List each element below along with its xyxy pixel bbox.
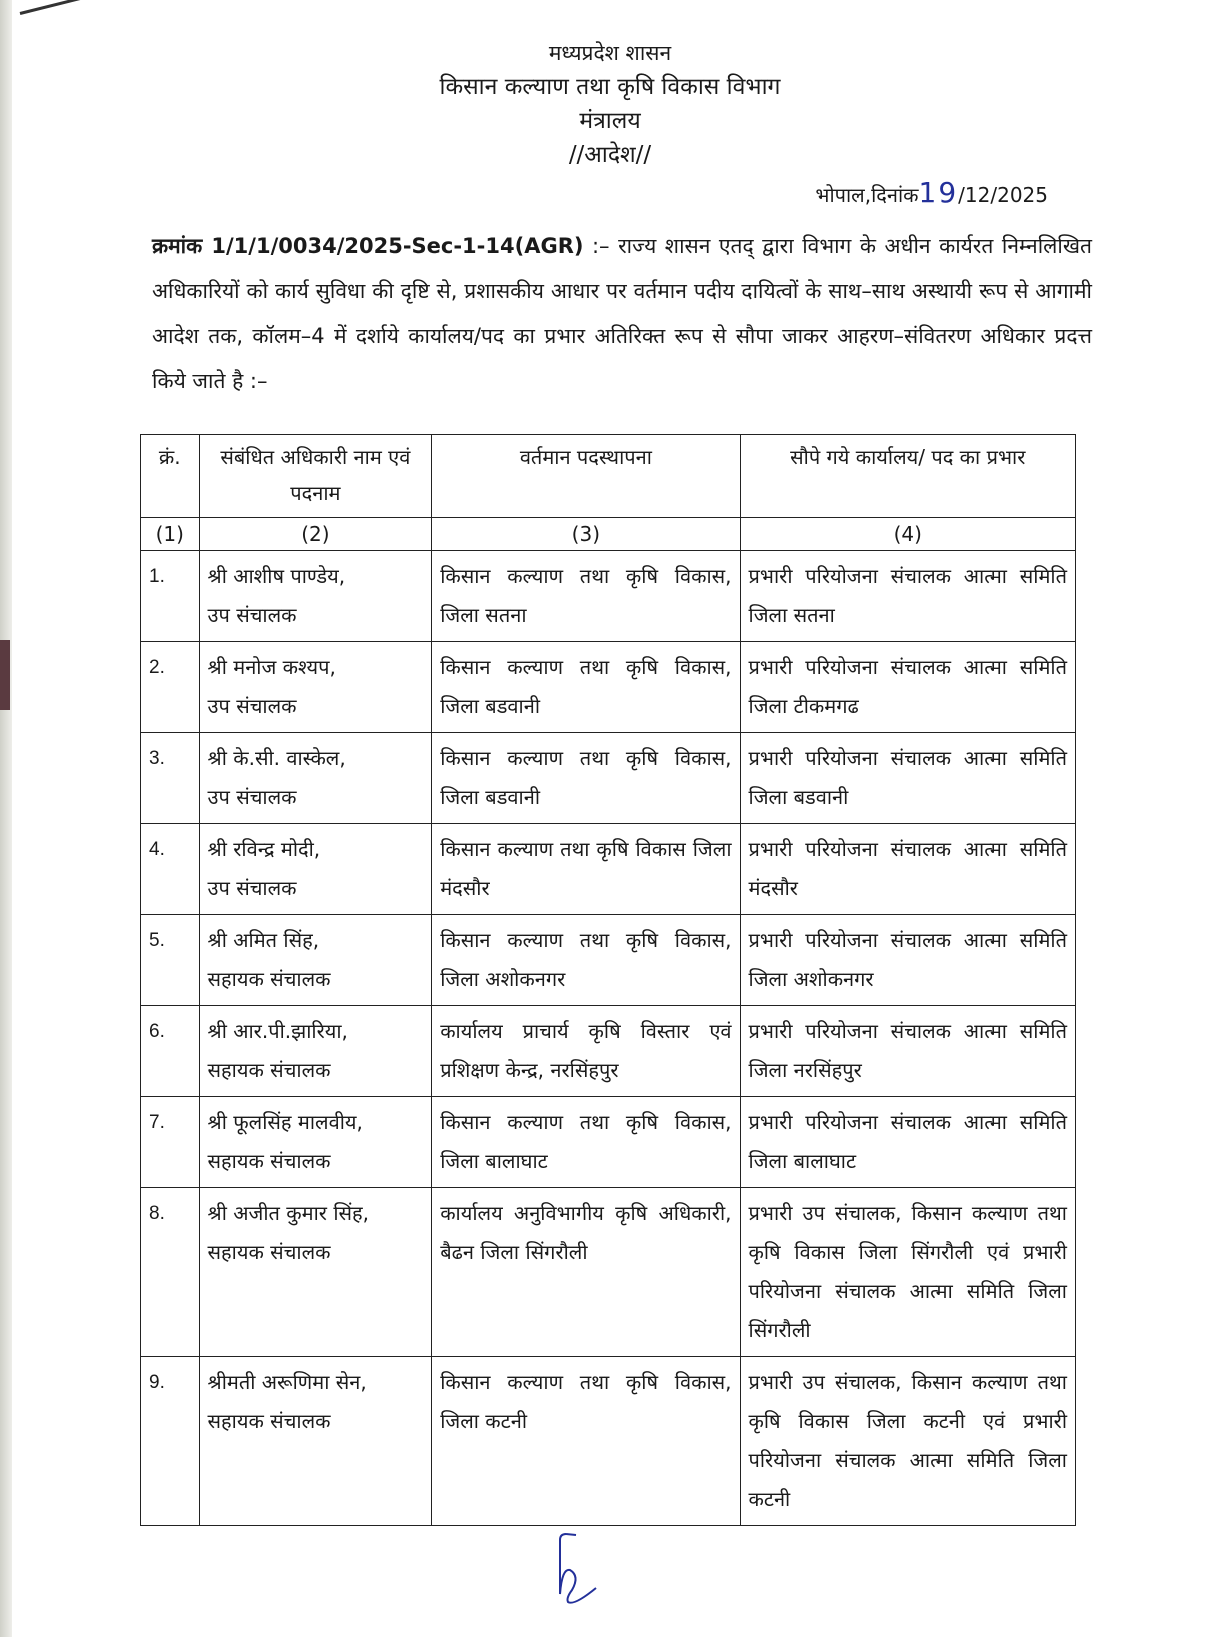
table-row	[141, 1188, 1076, 1357]
assigned-charge-cell	[740, 1188, 1075, 1357]
letterhead	[0, 36, 1220, 172]
current-posting: किसान कल्याण तथा कृषि विकास, जिला सतना	[440, 564, 732, 627]
officer-designation: उप संचालक	[207, 876, 297, 900]
header-assigned-charge: सौपे गये कार्यालय/ पद का प्रभार	[740, 435, 1075, 518]
officer-name: श्री के.सी. वास्केल,	[207, 746, 346, 770]
table-row	[141, 733, 1076, 824]
current-posting: किसान कल्याण तथा कृषि विकास जिला मंदसौर	[440, 837, 732, 900]
signature-stroke	[560, 1534, 596, 1603]
officer-cell	[199, 1006, 432, 1097]
serial-cell	[141, 733, 200, 824]
current-posting-cell	[432, 915, 740, 1006]
assigned-charge: प्रभारी परियोजना संचालक आत्मा समिति जिला सतना	[748, 564, 1067, 627]
officer-name: श्री आर.पी.झारिया,	[207, 1019, 348, 1043]
assigned-charge-cell	[740, 642, 1075, 733]
officer-cell	[199, 733, 432, 824]
serial-number: 2.	[149, 657, 165, 678]
serial-cell	[141, 824, 200, 915]
officer-cell	[199, 1357, 432, 1526]
serial-number: 1.	[149, 566, 165, 587]
order-paragraph	[152, 224, 1092, 404]
assigned-charge: प्रभारी उप संचालक, किसान कल्याण तथा कृषि विकास जिला सिंगरौली एवं प्रभारी परियोजना संचालक आत्मा समिति जिला सिंगरौली	[748, 1201, 1067, 1342]
signature-stroke	[566, 1534, 576, 1535]
ministry-label: मंत्रालय	[579, 108, 641, 134]
table-row	[141, 1006, 1076, 1097]
serial-number: 8.	[149, 1203, 165, 1224]
table-row	[141, 1357, 1076, 1526]
current-posting: कार्यालय प्राचार्य कृषि विस्तार एवं प्रशिक्षण केन्द्र, नरसिंहपुर	[440, 1019, 732, 1082]
serial-number: 6.	[149, 1021, 165, 1042]
assigned-charge: प्रभारी परियोजना संचालक आत्मा समिति जिला बालाघाट	[748, 1110, 1067, 1173]
serial-number: 4.	[149, 839, 165, 860]
signature	[556, 1528, 616, 1608]
table-row	[141, 915, 1076, 1006]
place-date	[815, 176, 1048, 209]
current-posting-cell	[432, 733, 740, 824]
serial-number: 7.	[149, 1112, 165, 1133]
header-current-posting: वर्तमान पदस्थापना	[432, 435, 740, 518]
current-posting: किसान कल्याण तथा कृषि विकास, जिला बडवानी	[440, 655, 732, 718]
serial-cell	[141, 1357, 200, 1526]
officer-designation: सहायक संचालक	[207, 1149, 331, 1173]
current-posting: किसान कल्याण तथा कृषि विकास, जिला बडवानी	[440, 746, 732, 809]
column-number: (3)	[432, 518, 740, 551]
assigned-charge-cell	[740, 1357, 1075, 1526]
current-posting-cell	[432, 1188, 740, 1357]
table-row	[141, 551, 1076, 642]
current-posting-cell	[432, 1006, 740, 1097]
serial-cell	[141, 1188, 200, 1357]
officer-cell	[199, 915, 432, 1006]
serial-number: 9.	[149, 1372, 165, 1393]
assigned-charge-cell	[740, 824, 1075, 915]
header-serial: क्रं.	[141, 435, 200, 518]
current-posting-cell	[432, 642, 740, 733]
order-heading: //आदेश//	[568, 142, 652, 168]
order-number: क्रमांक 1/1/1/0034/2025-Sec-1-14(AGR)	[152, 234, 584, 258]
officer-designation: सहायक संचालक	[207, 1409, 331, 1433]
column-number: (2)	[199, 518, 432, 551]
serial-cell	[141, 551, 200, 642]
department-name: किसान कल्याण तथा कृषि विकास विभाग	[439, 74, 781, 100]
officers-table	[140, 434, 1076, 1526]
serial-cell	[141, 1097, 200, 1188]
assigned-charge: प्रभारी परियोजना संचालक आत्मा समिति जिला टीकमगढ	[748, 655, 1067, 718]
government-name: मध्यप्रदेश शासन	[548, 41, 672, 65]
assigned-charge: प्रभारी उप संचालक, किसान कल्याण तथा कृषि विकास जिला कटनी एवं प्रभारी परियोजना संचालक आत्मा समिति जिला कटनी	[748, 1370, 1067, 1511]
officer-cell	[199, 1097, 432, 1188]
date-month-year: /12/2025	[958, 183, 1048, 207]
date-prefix: भोपाल,दिनांक	[815, 183, 919, 207]
officer-designation: सहायक संचालक	[207, 967, 331, 991]
current-posting: किसान कल्याण तथा कृषि विकास, जिला अशोकनगर	[440, 928, 732, 991]
officer-designation: सहायक संचालक	[207, 1058, 331, 1082]
officer-designation: उप संचालक	[207, 785, 297, 809]
assigned-charge: प्रभारी परियोजना संचालक आत्मा समिति जिला बडवानी	[748, 746, 1067, 809]
officer-designation: उप संचालक	[207, 603, 297, 627]
officer-cell	[199, 1188, 432, 1357]
current-posting: किसान कल्याण तथा कृषि विकास, जिला कटनी	[440, 1370, 732, 1433]
serial-number: 3.	[149, 748, 165, 769]
officer-name: श्री अमित सिंह,	[207, 928, 320, 952]
assigned-charge: प्रभारी परियोजना संचालक आत्मा समिति जिला अशोकनगर	[748, 928, 1067, 991]
current-posting-cell	[432, 1357, 740, 1526]
serial-cell	[141, 642, 200, 733]
officer-name: श्री मनोज कश्यप,	[207, 655, 336, 679]
current-posting: किसान कल्याण तथा कृषि विकास, जिला बालाघाट	[440, 1110, 732, 1173]
table-row	[141, 824, 1076, 915]
table-header-row	[141, 435, 1076, 518]
assigned-charge-cell	[740, 733, 1075, 824]
serial-number: 5.	[149, 930, 165, 951]
header-officer: संबंधित अधिकारी नाम एवं पदनाम	[199, 435, 432, 518]
assigned-charge-cell	[740, 551, 1075, 642]
pen-mark	[20, 0, 93, 15]
officer-designation: उप संचालक	[207, 694, 297, 718]
column-number: (1)	[141, 518, 200, 551]
officer-name: श्री फूलसिंह मालवीय,	[207, 1110, 363, 1134]
handwritten-day: 19	[918, 176, 959, 209]
current-posting: कार्यालय अनुविभागीय कृषि अधिकारी, बैढन जिला सिंगरौली	[440, 1201, 732, 1264]
table-row	[141, 642, 1076, 733]
serial-cell	[141, 1006, 200, 1097]
officer-designation: सहायक संचालक	[207, 1240, 331, 1264]
assigned-charge-cell	[740, 1097, 1075, 1188]
officer-name: श्री आशीष पाण्डेय,	[207, 564, 346, 588]
page-edge-background	[0, 0, 12, 1637]
current-posting-cell	[432, 1097, 740, 1188]
current-posting-cell	[432, 551, 740, 642]
column-number: (4)	[740, 518, 1075, 551]
assigned-charge: प्रभारी परियोजना संचालक आत्मा समिति जिला नरसिंहपुर	[748, 1019, 1067, 1082]
officer-cell	[199, 642, 432, 733]
current-posting-cell	[432, 824, 740, 915]
background-object	[0, 640, 10, 710]
table-row	[141, 1097, 1076, 1188]
officer-cell	[199, 824, 432, 915]
assigned-charge-cell	[740, 915, 1075, 1006]
order-text: :– राज्य शासन एतद् द्वारा विभाग के अधीन कार्यरत निम्नलिखित अधिकारियों को कार्य सुविधा की दृष्टि से, प्रशासकीय आधार पर वर्तमान पदीय दायित्वों के साथ–साथ अस्थायी रूप से आगामी आदेश तक, कॉलम–4 में दर्शाये कार्यालय/पद का प्रभार अतिरिक्त रूप से सौपा जाकर आहरण–संवितरण अधिकार प्रदत्त किये जाते है :–	[152, 234, 1092, 393]
officer-name: श्री अजीत कुमार सिंह,	[207, 1201, 370, 1225]
assigned-charge: प्रभारी परियोजना संचालक आत्मा समिति मंदसौर	[748, 837, 1067, 900]
column-number-row	[141, 518, 1076, 551]
officer-cell	[199, 551, 432, 642]
officer-name: श्रीमती अरूणिमा सेन,	[207, 1370, 367, 1394]
officer-name: श्री रविन्द्र मोदी,	[207, 837, 321, 861]
assigned-charge-cell	[740, 1006, 1075, 1097]
serial-cell	[141, 915, 200, 1006]
